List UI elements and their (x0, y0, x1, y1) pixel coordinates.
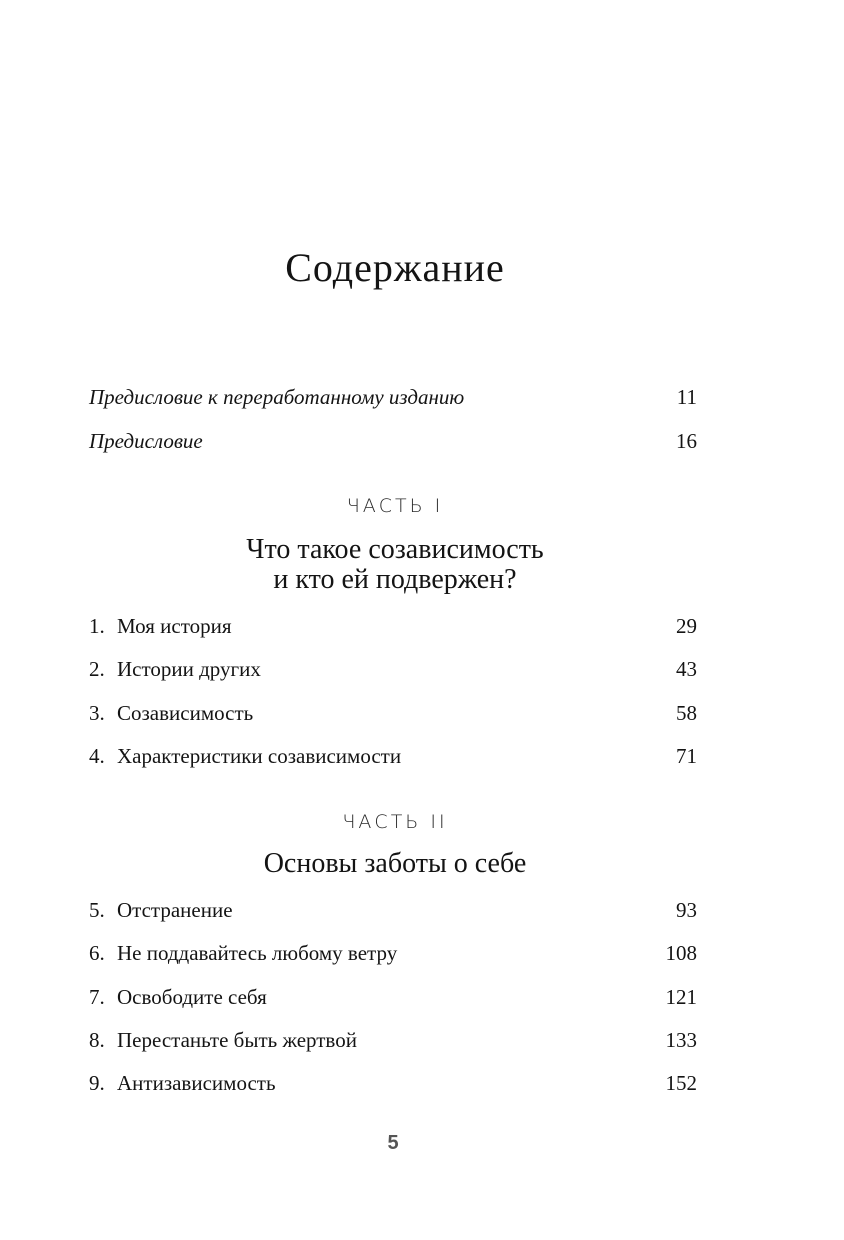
toc-entry-page: 108 (665, 941, 697, 965)
part-2-title: Основы заботы о себе (263, 848, 527, 879)
toc-entry-label: Созависимость (117, 701, 254, 725)
toc-entry-label: Отстранение (117, 898, 233, 922)
toc-entry-preface[interactable] (89, 428, 697, 454)
toc-entry-page: 16 (676, 429, 697, 453)
chapter-number: 7. (89, 985, 105, 1009)
toc-entry-chapter-1[interactable] (89, 613, 697, 639)
page-number: 5 (387, 1132, 399, 1154)
chapter-number: 8. (89, 1028, 105, 1052)
toc-entry-page: 133 (665, 1028, 697, 1052)
toc-entry-label: Перестаньте быть жертвой (117, 1028, 357, 1052)
chapter-number: 5. (89, 898, 105, 922)
toc-entry-label: Предисловие к переработанному изданию (89, 385, 465, 409)
toc-entry-chapter-5[interactable] (89, 897, 697, 923)
toc-entry-chapter-6[interactable] (89, 940, 697, 966)
page-title: Содержание (285, 245, 505, 290)
part-2-label: ЧАСТЬ II (342, 811, 448, 833)
toc-entry-chapter-4[interactable] (89, 743, 697, 769)
toc-entry-chapter-8[interactable] (89, 1027, 697, 1053)
toc-entry-label: Истории других (117, 657, 261, 681)
part-1-title-line-2: и кто ей подвержен? (273, 564, 517, 595)
toc-entry-label: Антизависимость (117, 1071, 276, 1095)
chapter-number: 9. (89, 1071, 105, 1095)
toc-entry-page: 11 (676, 385, 697, 409)
toc-entry-label: Не поддавайтесь любому ветру (117, 941, 398, 965)
toc-entry-chapter-7[interactable] (89, 984, 697, 1010)
toc-entry-page: 58 (676, 701, 697, 725)
toc-entry-label: Моя история (117, 614, 232, 638)
part-1-title-line-1: Что такое созависимость (246, 534, 544, 565)
chapter-number: 2. (89, 657, 105, 681)
toc-entry-page: 93 (676, 898, 697, 922)
toc-entry-preface-revised[interactable] (89, 384, 697, 410)
chapter-number: 3. (89, 701, 105, 725)
toc-entry-chapter-2[interactable] (89, 656, 697, 682)
toc-entry-label: Предисловие (89, 429, 203, 453)
toc-entry-label: Характеристики созависимости (117, 744, 402, 768)
toc-entry-chapter-9[interactable] (89, 1070, 697, 1096)
toc-entry-page: 152 (665, 1071, 697, 1095)
part-1-label: ЧАСТЬ I (346, 495, 444, 517)
toc-entry-label: Освободите себя (117, 985, 267, 1009)
toc-entry-page: 71 (676, 744, 697, 768)
chapter-number: 4. (89, 744, 105, 768)
toc-entry-page: 29 (676, 614, 697, 638)
toc-entry-page: 121 (665, 985, 697, 1009)
toc-entry-chapter-3[interactable] (89, 700, 697, 726)
chapter-number: 1. (89, 614, 105, 638)
chapter-number: 6. (89, 941, 105, 965)
toc-entry-page: 43 (676, 657, 697, 681)
